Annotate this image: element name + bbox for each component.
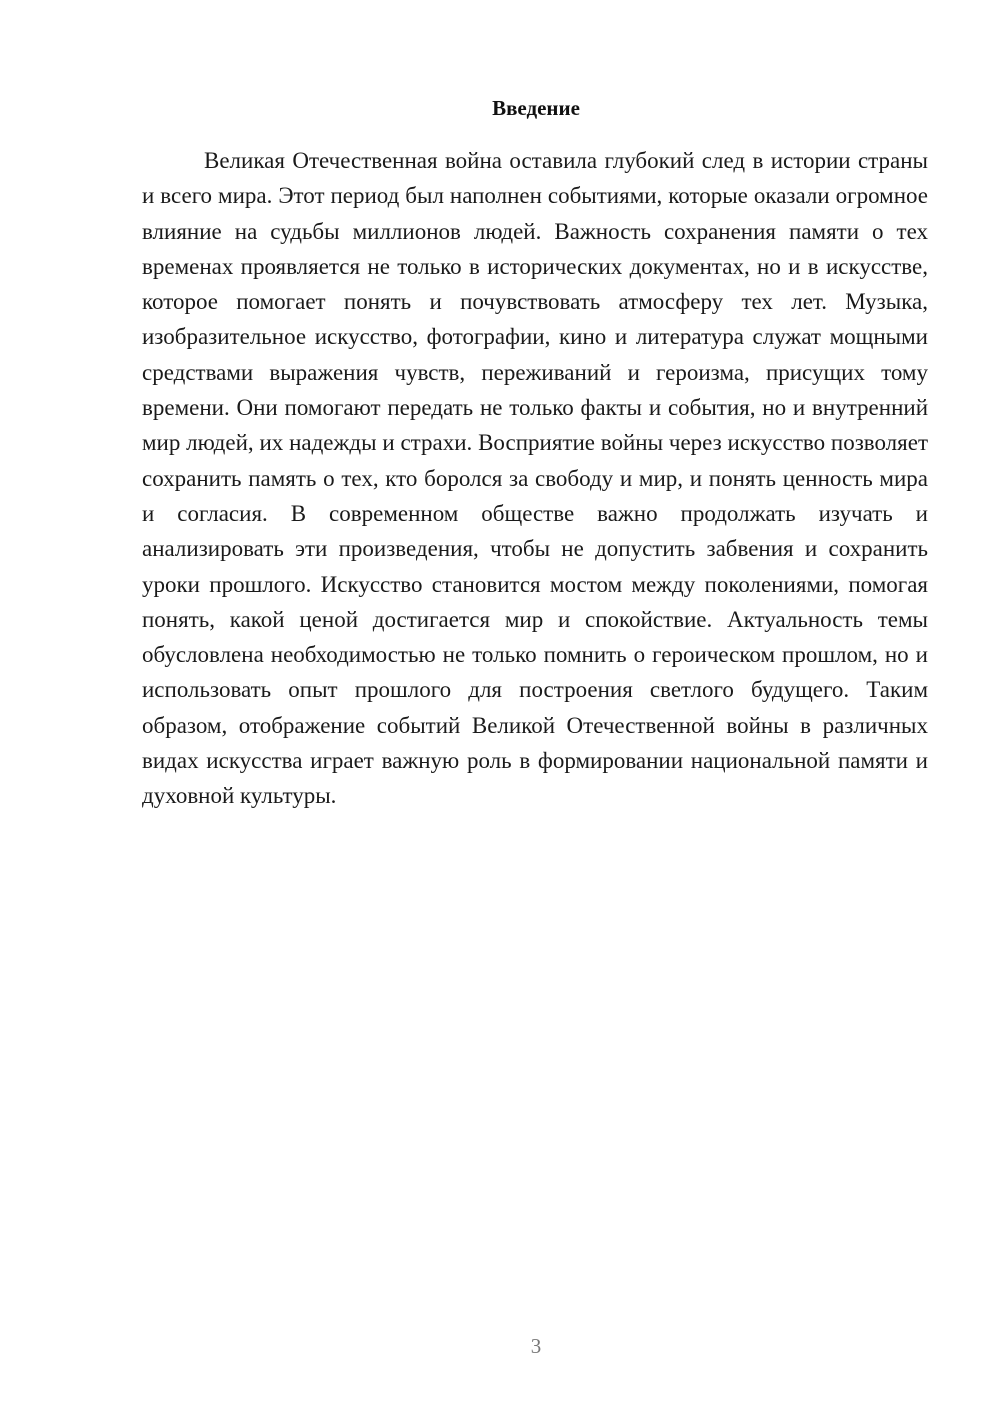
introduction-paragraph: Великая Отечественная война оставила глубокий след в истории страны и всего мира. Этот период был наполнен событиями, которые оказали огромное влияние на судьбы миллионов людей. Важность сохранения памяти о тех временах проявляется не только в исторических документах, но и в искусстве, которое помогает понять и почувствовать атмосферу тех лет. Музыка, изобразительное искусство, фотографии, кино и литература служат мощными средствами выражения чувств, переживаний и героизма, присущих тому времени. Они помогают передать не только факты и события, но и внутренний мир людей, их надежды и страхи. Восприятие войны через искусство позволяет сохранить память о тех, кто боролся за свободу и мир, и понять ценность мира и согласия. В современном обществе важно продолжать изучать и анализировать эти произведения, чтобы не допустить забвения и сохранить уроки прошлого. Искусство становится мостом между поколениями, помогая понять, какой ценой достигается мир и спокойствие. Актуальность темы обусловлена необходимостью не только помнить о героическом прошлом, но и использовать опыт прошлого для построения светлого будущего. Таким образом, отображение событий Великой Отечественной войны в различных видах искусства играет важную роль в формировании национальной памяти и духовной культуры.	[142, 148, 928, 809]
section-heading: Введение	[492, 96, 580, 120]
page-number: 3	[530, 1334, 542, 1358]
